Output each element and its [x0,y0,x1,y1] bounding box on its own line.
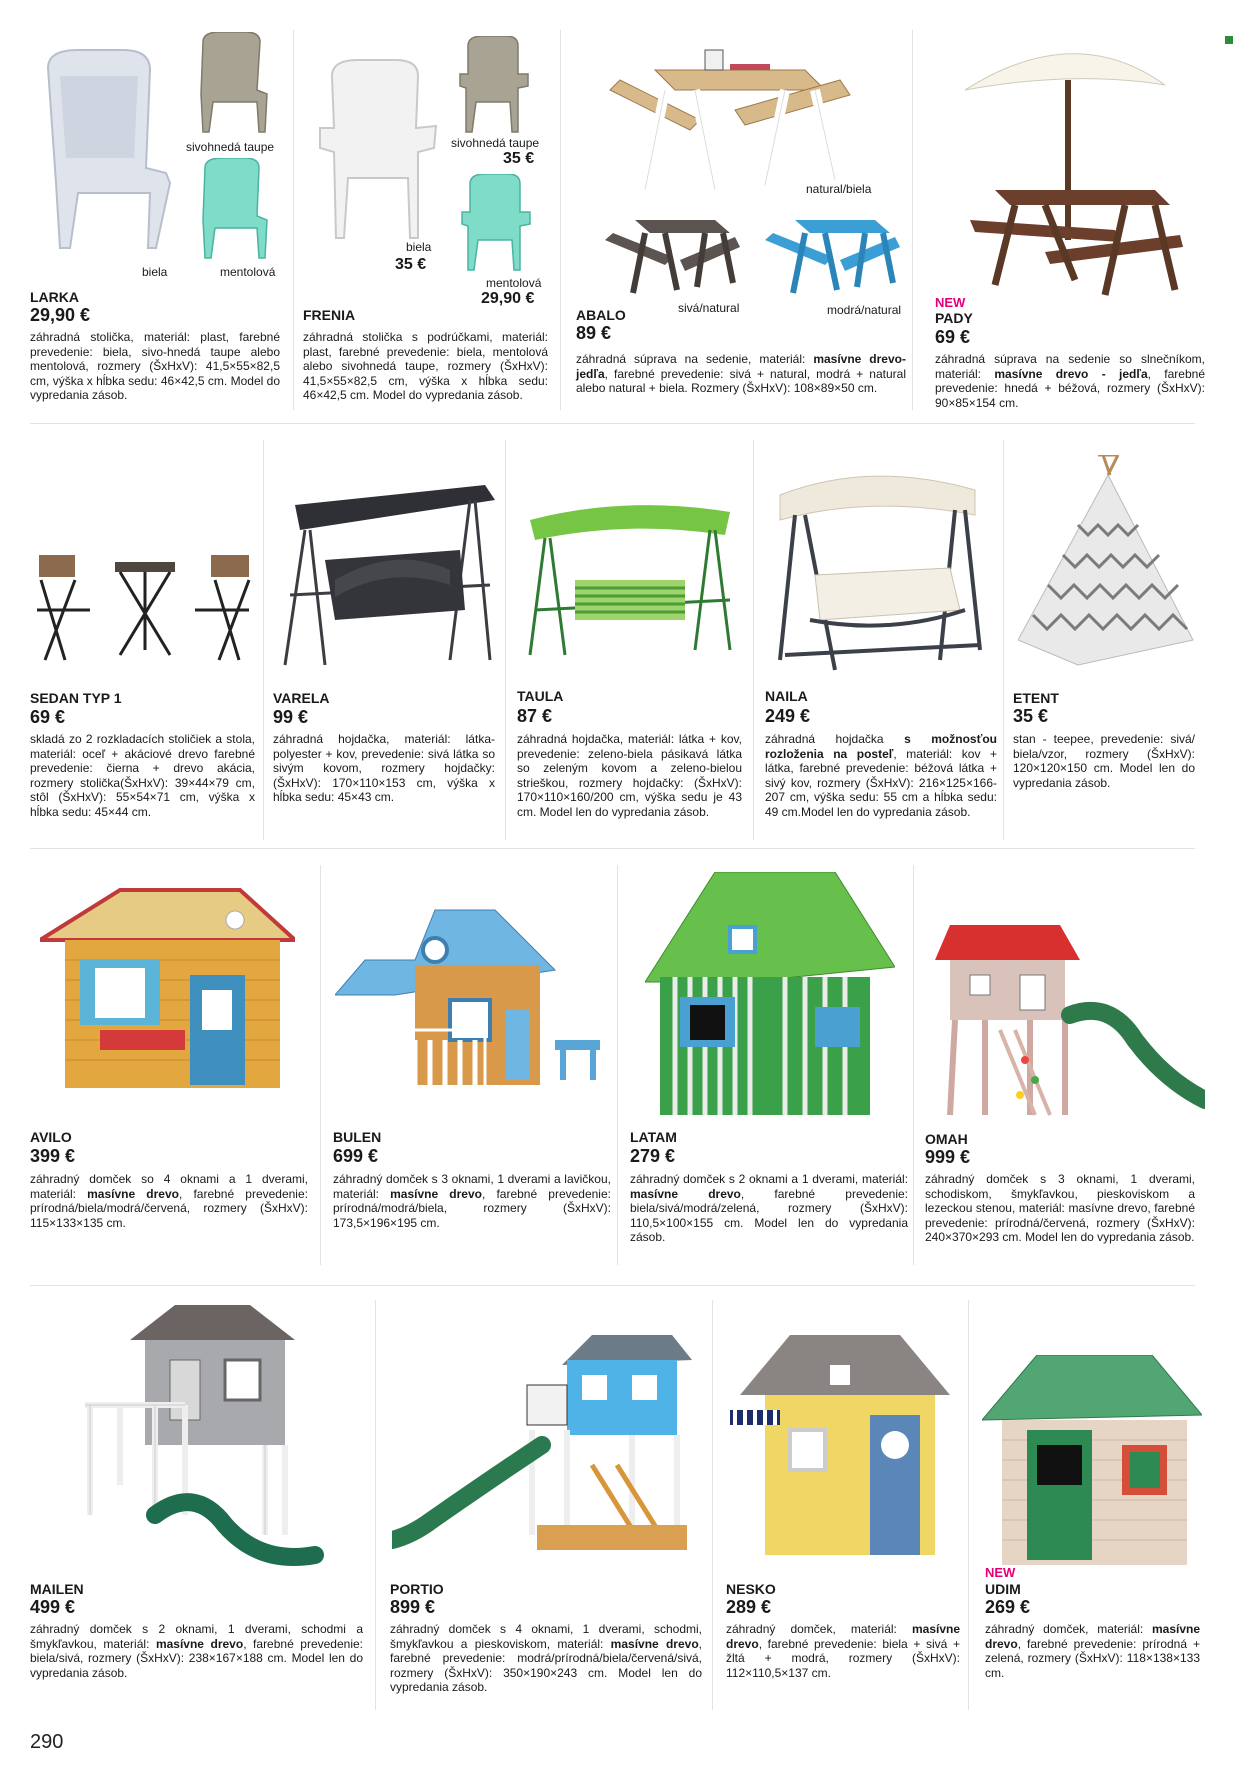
product-price: 249 € [765,706,811,726]
frenia-white-chair-image [318,58,438,243]
product-name: FRENIA [303,307,356,323]
divider [912,30,913,410]
portio-playtower-image [392,1335,702,1560]
product-description: záhradný domček s 3 oknami, 1 dverami a lavičkou, materiál: masívne drevo, farebné prevedenie: prírodná/modrá/biela, rozmery (ŠxHxV): 173,5×196×195 cm. [333,1172,611,1230]
divider [263,440,264,840]
divider [560,30,561,410]
product-price: 699 € [333,1146,379,1166]
abalo-grey-set-image [605,215,740,295]
divider [320,865,321,1265]
udim-playhouse-image [982,1355,1202,1565]
product-description: záhradná stolička s podrúčkami, materiál: plast, farebné prevedenie: biela, mentolová alebo sivohnedá taupe, rozmery (ŠxHxV): 41,5×55×82,5 cm, výška x hĺbka sedu: 46×42,5 cm. Model do vypredania zásob. [303,330,548,403]
product-price: 69 € [30,707,66,727]
product-name: OMAH [925,1131,968,1147]
color-label: biela [142,265,168,279]
abalo-blue-set-image [765,215,900,295]
sedan-bistro-set-image [35,550,255,665]
divider [30,423,1195,424]
frenia-mint-chair-image [460,174,532,274]
product-price: 499 € [30,1597,76,1617]
product-description: skladá zo 2 rozkladacích stoličiek a stola, materiál: oceľ + akáciové drevo farebné prevedenie: čierna + drevo akácia, rozmery stolička(ŠxHxV): 39×44×79 cm, stôl (ŠxHxV): 55×54×71 cm, výška x hĺbka sedu: 45×44 cm. [30,732,255,819]
color-label: natural/biela [806,182,872,196]
color-price: 35 € [503,150,535,167]
product-name: NESKO [726,1581,776,1597]
color-label: sivohnedá taupe [186,140,275,154]
product-price: 87 € [517,706,553,726]
divider [968,1300,969,1710]
divider [505,440,506,840]
product-name: MAILEN [30,1581,84,1597]
divider [30,1285,1195,1286]
product-description: záhradná súprava na sedenie so slnečníkom, materiál: masívne drevo - jedľa, farebné prevedenie: hnedá + béžová, rozmery (ŠxHxV): 90×85×154 cm. [935,352,1205,410]
omah-playtower-image [925,920,1205,1120]
product-description: záhradná hojdačka, materiál: látka-polyester + kov, prevedenie: sivá látka so sivým kovom, rozmery hojdačky: (ŠxHxV): 170×110×153 cm, výška x hĺbka sedu: 45×43 cm. [273,732,495,805]
mailen-playtower-image [75,1305,335,1575]
product-description: záhradná hojdačka, materiál: látka + kov, prevedenie: zeleno-biela pásikavá látka so zeleným kovom a zeleno-bielou strieškou, rozmery hojdačky: (ŠxHxV): 170×110×160/200 cm, výška sedu je 43 cm. Model len do vypredania zásob. [517,732,742,819]
taula-swing-image [525,500,735,660]
product-description: záhradný domček, materiál: masívne drevo, farebné prevedenie: prírodná + zelená, rozmery (ŠxHxV): 118×138×133 cm. [985,1622,1200,1680]
color-price: 35 € [395,256,427,273]
color-label: mentolová [486,276,542,290]
product-description: záhradný domček, materiál: masívne drevo, farebné prevedenie: biela + sivá + žltá + modrá, rozmery (ŠxHxV): 112×110,5×137 cm. [726,1622,960,1680]
product-description: záhradná stolička, materiál: plast, farebné prevedenie: biela, sivo-hnedá taupe alebo mentolová, rozmery (ŠxHxV): 41,5×55×82,5 cm, výška x hĺbka sedu: 46×42,5 cm. Model do vypredania zásob. [30,330,280,403]
product-price: 35 € [1013,706,1049,726]
divider [712,1300,713,1710]
color-label: biela [406,240,432,254]
product-name: PORTIO [390,1581,444,1597]
product-name: PADY [935,310,973,326]
product-name: UDIM [985,1581,1021,1597]
avilo-playhouse-image [40,880,295,1090]
product-description: stan - teepee, prevedenie: sivá/ biela/vzor, rozmery (ŠxHxV): 120×120×150 cm. Model len do vypredania zásob. [1013,732,1195,790]
bulen-playhouse-image [335,900,605,1100]
product-price: 279 € [630,1146,676,1166]
divider [1003,440,1004,840]
color-label: sivohnedá taupe [451,136,540,150]
product-price: 289 € [726,1597,772,1617]
product-description: záhradný domček s 4 oknami, 1 dverami, schodmi, šmykľavkou a pieskoviskom, materiál: masívne drevo, farebné prevedenie: modrá/prírodná/biela/červená/sivá, rozmery (ŠxHxV): 350×190×243 cm. Model len do vypredania zásob. [390,1622,702,1695]
product-price: 269 € [985,1597,1031,1617]
divider [30,848,1195,849]
divider [913,865,914,1265]
product-name: NAILA [765,688,808,704]
new-badge: NEW [935,295,966,310]
divider [617,865,618,1265]
product-name: LARKA [30,289,79,305]
product-description: záhradný domček s 2 oknami, 1 dverami, schodmi a šmykľavkou, materiál: masívne drevo, farebné prevedenie: biela/sivá, rozmery (ŠxHxV): 238×167×188 cm. Model len do vypredania zásob. [30,1622,364,1680]
product-name: SEDAN TYP 1 [30,690,122,706]
color-label: mentolová [220,265,276,279]
varela-swing-image [280,485,495,670]
product-name: ABALO [576,307,626,323]
divider [293,30,294,410]
product-description: záhradný domček so 4 oknami a 1 dverami, materiál: masívne drevo, farebné prevedenie: prírodná/biela/modrá/červená, rozmery (ŠxHxV): 115×133×135 cm. [30,1172,308,1230]
larka-taupe-chair-image [195,32,270,137]
etent-teepee-image [1018,455,1198,670]
page-number: 290 [30,1731,64,1753]
product-description: záhradný domček s 2 oknami a 1 dverami, materiál: masívne drevo, farebné prevedenie: biela/sivá/modrá/zelená, rozmery (ŠxHxV): 110,5×100×155 cm. Model len do vypredania zásob. [630,1172,908,1245]
product-name: ETENT [1013,690,1059,706]
new-badge: NEW [985,1565,1016,1580]
divider [375,1300,376,1710]
abalo-natural-set-image [605,40,855,195]
product-price: 999 € [925,1147,971,1167]
latam-playhouse-image [645,872,895,1117]
color-label: modrá/natural [827,303,902,317]
product-price: 29,90 € [30,305,91,325]
product-price: 89 € [576,323,612,343]
product-name: VARELA [273,690,330,706]
divider [753,440,754,840]
product-description: záhradná hojdačka s možnosťou rozloženia na posteľ, materiál: kov + látka, farebné prevedenie: béžová látka + sivý kov, rozmery (ŠxHxV): 216×125×166-207 cm, výška sedu: 55 cm a hĺbka sedu: 49 cm.Model len do vypredania zásob. [765,732,997,819]
pady-table-umbrella-image [965,40,1185,302]
color-price: 29,90 € [481,290,535,307]
product-price: 899 € [390,1597,436,1617]
product-price: 69 € [935,327,971,347]
product-price: 99 € [273,707,309,727]
larka-white-chair-image [38,48,173,258]
product-name: LATAM [630,1129,677,1145]
product-description: záhradný domček s 3 oknami, 1 dverami, schodiskom, šmykľavkou, pieskoviskom a lezeckou stenou, materiál: masívne drevo, farebné prevedenie: prírodná/červená, rozmery (ŠxHxV): 240×370×293 cm. Model len do vypredania zásob. [925,1172,1195,1245]
product-name: TAULA [517,688,564,704]
naila-swing-bed-image [770,460,985,682]
product-name: AVILO [30,1129,72,1145]
larka-mint-chair-image [197,158,269,263]
product-description: záhradná súprava na sedenie, materiál: masívne drevo-jedľa, farebné prevedenie: sivá + natural, modrá + natural alebo natural + biela. Rozmery (ŠxHxV): 108×89×50 cm. [576,352,906,396]
product-name: BULEN [333,1129,382,1145]
product-price: 399 € [30,1146,76,1166]
color-label: sivá/natural [678,301,740,315]
corner-mark-icon [1225,36,1233,44]
frenia-taupe-chair-image [458,36,530,136]
nesko-playhouse-image [730,1335,955,1560]
